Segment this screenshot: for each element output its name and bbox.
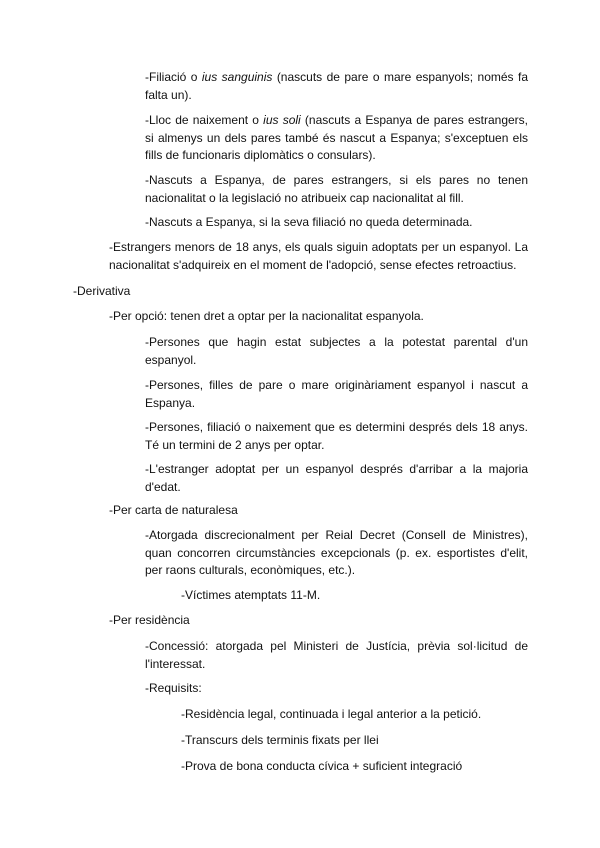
paragraph-ius-sanguinis: -Filiació o ius sanguinis (nascuts de pare o mare espanyols; només fa falta un). [145,70,529,102]
paragraph-estrangers-adoptats: -Estrangers menors de 18 anys, els quals siguin adoptats per un espanyol. La nacionalitat s'adquireix en el moment de l'adopció, sense efectes retroactius. [109,240,528,272]
paragraph-ius-soli: -Lloc de naixement o ius soli (nascuts a Espanya de pares estrangers, si almenys un dels pares també és nascut a Espanya; s'exceptuen els fills de funcionaris diplomàtics o consulars). [145,113,528,162]
heading-per-residencia: -Per residència [109,613,190,627]
term-ius-soli: ius soli [263,113,301,127]
term-ius-sanguinis: ius sanguinis [201,70,273,84]
paragraph-despres-18-anys: -Persones, filiació o naixement que es determini després dels 18 anys. Té un termini de 2 anys per optar. [145,420,528,452]
paragraph-nascuts-pares-estrangers: -Nascuts a Espanya, de pares estrangers, si els pares no tenen nacionalitat o la legislació no atribueix cap nacionalitat al fill. [145,173,528,205]
heading-requisits: -Requisits: [145,681,202,695]
paragraph-residencia-legal: -Residència legal, continuada i legal anterior a la petició. [181,707,482,721]
heading-carta-naturalesa: -Per carta de naturalesa [109,503,238,517]
paragraph-reial-decret: -Atorgada discrecionalment per Reial Decret (Consell de Ministres), quan concorren circumstàncies excepcionals (p. ex. esportistes d'elit, per raons culturals, econòmiques, etc.). [145,528,528,577]
paragraph-bona-conducta: -Prova de bona conducta cívica + suficient integració [181,759,463,773]
paragraph-estranger-adoptat-majoria: -L'estranger adoptat per un espanyol després d'arribar a la majoria d'edat. [145,462,528,494]
paragraph-originariament-espanyol: -Persones, filles de pare o mare originàriament espanyol i nascut a Espanya. [145,378,528,410]
paragraph-victimes-11m: -Víctimes atemptats 11-M. [181,588,321,602]
heading-per-opcio: -Per opció: tenen dret a optar per la nacionalitat espanyola. [109,309,424,323]
paragraph-transcurs-terminis: -Transcurs dels terminis fixats per llei [181,733,379,747]
heading-derivativa: -Derivativa [73,284,131,298]
paragraph-concessio: -Concessió: atorgada pel Ministeri de Justícia, prèvia sol·licitud de l'interessat. [145,639,528,671]
paragraph-potestat-parental: -Persones que hagin estat subjectes a la potestat parental d'un espanyol. [145,335,528,367]
paragraph-filiacio-no-determinada: -Nascuts a Espanya, si la seva filiació no queda determinada. [145,215,473,229]
